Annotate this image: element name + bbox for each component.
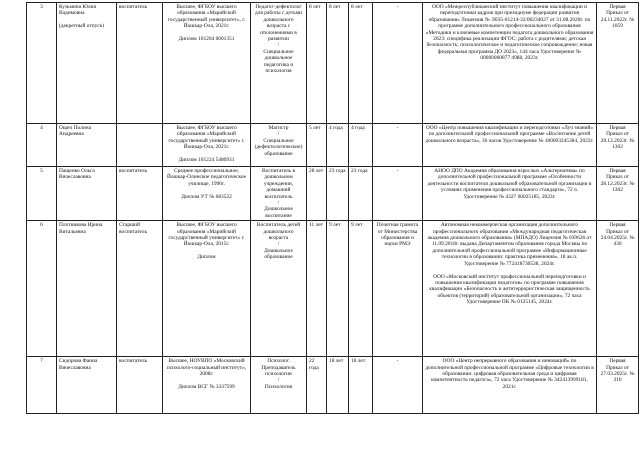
row-number: 5 <box>27 167 57 221</box>
total-experience: 8 лет <box>307 3 327 124</box>
employee-name: Кузьмина Юлия Вадимовна (декретный отпуск) <box>57 3 117 124</box>
education: Высшее, ФГБОУ высшего образования «Марийский государственный университет», г. Йошкар-Ола, 2021г. Диплом 101204 0001351 <box>163 3 251 124</box>
education: Высшее, НОУВПО «Московский психолого-социальный институт», 2008г. Диплом ВСГ № 3337599 <box>163 357 251 414</box>
awards: - <box>373 357 423 414</box>
awards: - <box>373 3 423 124</box>
awards: - <box>373 167 423 221</box>
total-experience: 28 лет <box>307 167 327 221</box>
position: воспитатель <box>117 357 163 414</box>
employee-name: Сидорова Фаина Вячеславовна <box>57 357 117 414</box>
training-courses: Автономная некоммерческая организация дополнительного профессионального образования «Международная педагогическая академия дошкольного образования» (МПАДО) Лицензия № 039626 от 11.09.2018г. выдана Департаментом образования города Москвы по дополнительной профессиональной программе «Информационные технологии в образовании: практика применения», 18 ак.ч. Удостоверение № 772418730538, 2024г. ООО «Московский институт профессиональной переподготовки и повышения квалификации педагогов» по программе повышения квалификации «Безопасность и антитеррористическая защищенность объектов (территорий) образовательной организации», 72 часа Удостоверение ПК № 0125145, 2024г. <box>423 221 597 357</box>
training-courses: АНОО ДПО Академия образования взрослых «Альтернатива» по дополнительной профессиональной программе «Особенности деятельности воспитателя дошкольной образовательной организации в условиях применения профессионального стандарта», 72 ч. Удостоверение № 4327 00025185, 2023г. <box>423 167 597 221</box>
education: Высшее, ФГБОУ высшего образования «Марийский государственный университет» г. Йошкар-Ола, 2015г. Диплом <box>163 221 251 357</box>
awards: - <box>373 124 423 167</box>
table-row <box>27 167 639 221</box>
pedagogical-experience: 4 года <box>327 124 349 167</box>
qualification-category: Первая Приказ от 28.12.2023г. № 1302 <box>597 124 639 167</box>
awards: Почетная грамота от Министерства образования и науки РМЭ <box>373 221 423 357</box>
training-courses: ООО «Межреспубликанский институт повышения квалификации и переподготовки кадров при президиуме федерации развития образования» Лицензия № Л035-01214-32/00234027 от 31.08.2020г. по программе дополнительного профессионального образования «Методики и ключевые компетенции педагога дошкольного образования 2023: специфика реализации ФГОС; работа с родителями; детская безопасность; психологическое и педагогическое сопровождение; новая федеральная программа ДО 2023», 144 часа Удостоверение № 00000060877 4988, 2023г. <box>423 3 597 124</box>
qualification-category: Первая Приказ от 24.11.2022г. № 1059 <box>597 3 639 124</box>
position <box>117 124 163 167</box>
qualification: Воспитатель детей дошкольного возраста / Дошкольное образование <box>251 221 307 357</box>
education: Среднее профессиональное, Йошкар-Олинское педагогическое училище, 1996г. Диплом УТ № 683522 <box>163 167 251 221</box>
training-courses: ООО «Центр непрерывного образования и инноваций» по дополнительной профессиональной программе «Цифровые технологии в образовании: цифровая образовательная среда и цифровая компетентность педагога», 72 часа Удостоверение № 342413999181, 2021г. <box>423 357 597 414</box>
specialty-experience: 8 лет <box>349 3 373 124</box>
specialty-experience: 23 года <box>349 167 373 221</box>
row-number: 3 <box>27 3 57 124</box>
specialty-experience: 4 года <box>349 124 373 167</box>
total-experience: 22 года <box>307 357 327 414</box>
employee-name: Ощеп Полина Андреевна <box>57 124 117 167</box>
pedagogical-experience: 23 года <box>327 167 349 221</box>
specialty-experience: 9 лет <box>349 221 373 357</box>
row-number: 7 <box>27 357 57 414</box>
table-row <box>27 3 639 124</box>
qualification-category: Первая Приказ от 28.12.2023г. № 1302 <box>597 167 639 221</box>
qualification-category: Первая Приказ от 24.04.2025г. № 430 <box>597 221 639 357</box>
position: воспитатель <box>117 3 163 124</box>
qualification: Педагог-дефектолог для работы с детьми дошкольного возраста с отклонениями в развитии / Специальное дошкольное педагогика и психология <box>251 3 307 124</box>
total-experience: 11 лет <box>307 221 327 357</box>
table-row <box>27 357 639 414</box>
qualification-category: Первая Приказ от 27.03.2025г. № 310 <box>597 357 639 414</box>
qualification: Психолог. Преподаватель психологии / Психология <box>251 357 307 414</box>
pedagogical-experience: 8 лет <box>327 3 349 124</box>
education: Высшее, ФГБОУ высшего образования «Марийский государственный университет» г. Йошкар-Ола, 2021г. Диплом 101224 5480931 <box>163 124 251 167</box>
qualification: Магистр / Специальное (дефектологическое) образование <box>251 124 307 167</box>
staff-table <box>26 2 639 414</box>
position: Старший воспитатель <box>117 221 163 357</box>
row-number: 6 <box>27 221 57 357</box>
pedagogical-experience: 9 лет <box>327 221 349 357</box>
table-row <box>27 221 639 357</box>
employee-name: Плотникова Ирина Витальевна <box>57 221 117 357</box>
specialty-experience: 18 лет <box>349 357 373 414</box>
pedagogical-experience: 18 лет <box>327 357 349 414</box>
row-number: 4 <box>27 124 57 167</box>
total-experience: 5 лет <box>307 124 327 167</box>
table-row <box>27 124 639 167</box>
qualification: Воспитатель в дошкольном учреждении, домашний воспитатель / Дошкольное воспитание <box>251 167 307 221</box>
training-courses: ООО «Центр повышения квалификации и переподготовки «Луч знаний» по дополнительной профессиональной программе «Воспитание детей дошкольного возраста», 36 часов Удостоверение № 180003245384, 2022г. <box>423 124 597 167</box>
position: воспитатель <box>117 167 163 221</box>
employee-name: Пащенко Ольга Вячеславовна <box>57 167 117 221</box>
